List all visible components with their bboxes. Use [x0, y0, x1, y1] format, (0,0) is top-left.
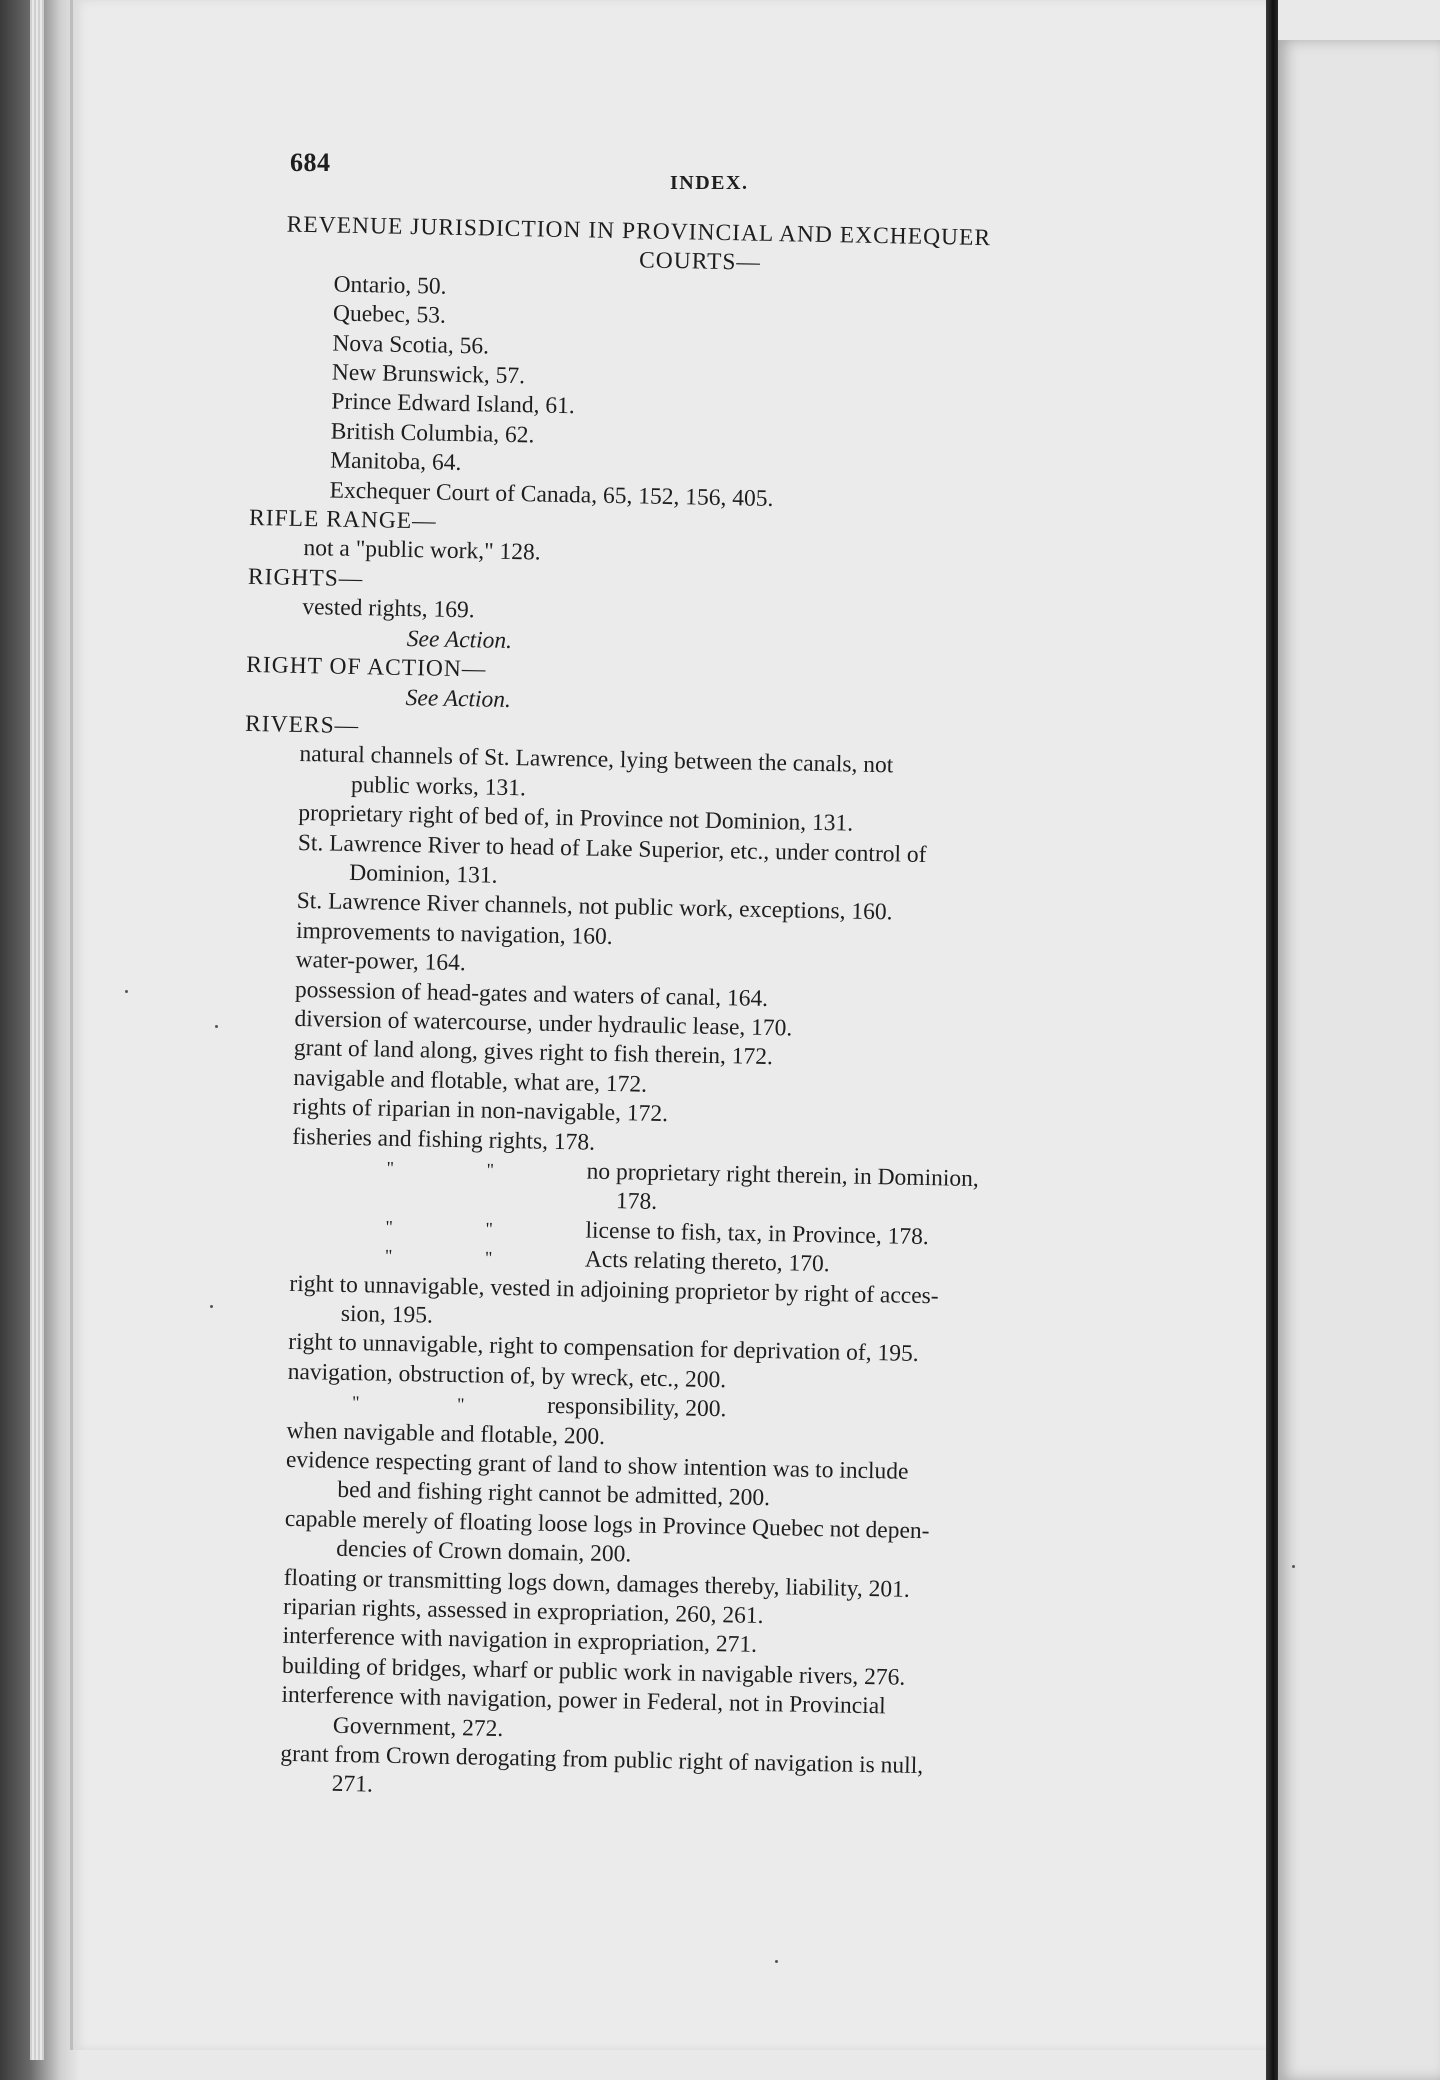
running-head: INDEX. [670, 172, 749, 194]
ditto-mark: " [351, 1392, 360, 1413]
index-entry: when navigable and flotable, 200. [286, 1417, 606, 1450]
index-entry: grant from Crown derogating from public right of navigation is null, 271. [225, 1739, 1126, 1815]
index-entry: interference with navigation, power in Federal, not in Provincial Government, 272. [226, 1680, 1127, 1756]
index-entry: fisheries and fishing rights, 178. [291, 1123, 596, 1156]
index-entry: rights of riparian in non-navigable, 172. [292, 1094, 669, 1128]
index-entry: St. Lawrence River to head of Lake Superior, etc., under control of Dominion, 131. [242, 827, 1143, 903]
index-entry-continuation: Dominion, 131. [349, 859, 498, 889]
index-body [225, 210, 1155, 1815]
index-heading: REVENUE JURISDICTION IN PROVINCIAL AND EXCHEQUER [286, 211, 992, 252]
index-entry-continuation: public works, 131. [350, 771, 527, 802]
index-entry: evidence respecting grant of land to show intention was to include bed and fishing right cannot be admitted, 200. [230, 1445, 1131, 1521]
index-entry-continuation: dencies of Crown domain, 200. [336, 1536, 632, 1568]
index-entry: vested rights, 169. [302, 594, 475, 624]
index-heading-continuation: COURTS— [638, 247, 762, 277]
index-entry: natural channels of St. Lawrence, lying between the canals, not public works, 131. [244, 739, 1145, 815]
ditto-mark: " [386, 1157, 395, 1178]
index-entry: Quebec, 53. [332, 300, 447, 329]
index-entry: right to unnavigable, right to compensation for deprivation of, 195. [288, 1329, 919, 1368]
book-gutter [1266, 0, 1278, 2080]
index-entry: Exchequer Court of Canada, 65, 152, 156, 405. [329, 477, 774, 512]
index-heading: RIGHT OF ACTION— [246, 652, 487, 683]
see-reference: See Action. [406, 625, 513, 654]
ditto-entry-text: no proprietary right therein, in Dominion, [586, 1158, 980, 1193]
index-entry: navigable and flotable, what are, 172. [293, 1064, 648, 1098]
index-entry: grant of land along, gives right to fish therein, 172. [293, 1035, 774, 1071]
index-entry: water-power, 164. [295, 947, 467, 977]
index-entry-continuation: Government, 272. [332, 1712, 504, 1742]
index-entry: Manitoba, 64. [329, 447, 462, 477]
dust-speck [210, 1305, 213, 1308]
index-entry: diversion of watercourse, under hydraulic lease, 170. [294, 1005, 793, 1042]
index-entry: possession of head-gates and waters of canal, 164. [294, 976, 769, 1012]
ditto-mark: " [384, 1245, 393, 1267]
dust-speck [1292, 1565, 1295, 1568]
ditto-mark: " [484, 1247, 493, 1268]
index-entry: interference with navigation in expropriation, 271. [282, 1623, 758, 1659]
index-entry: capable merely of floating loose logs in Province Quebec not depen- dencies of Crown domain, 200. [229, 1504, 1130, 1580]
index-entry-continuation: sion, 195. [340, 1300, 434, 1329]
index-entry-continuation: 271. [331, 1771, 374, 1799]
index-entry-continuation: bed and fishing right cannot be admitted, 200. [337, 1477, 771, 1512]
index-heading: RIFLE RANGE— [248, 505, 437, 535]
index-entry: proprietary right of bed of, in Province not Dominion, 131. [298, 800, 854, 837]
index-entry: New Brunswick, 57. [331, 359, 526, 390]
dust-speck [775, 1960, 778, 1963]
ditto-mark: " [456, 1394, 465, 1415]
ditto-entry-text: Acts relating thereto, 170. [584, 1246, 830, 1278]
index-entry: navigation, obstruction of, by wreck, etc., 200. [287, 1358, 727, 1394]
index-entry: riparian rights, assessed in expropriation, 260, 261. [282, 1593, 764, 1630]
page-number: 684 [290, 148, 331, 177]
ditto-mark: " [485, 1218, 494, 1239]
index-entry: floating or transmitting logs down, damages thereby, liability, 201. [283, 1564, 911, 1603]
index-entry-continuation: 178. [615, 1188, 658, 1216]
page-edge-stack [30, 0, 44, 2060]
index-entry: right to unnavigable, vested in adjoining proprietor by right of acces- sion, 195. [234, 1268, 1135, 1344]
ditto-mark: " [486, 1159, 495, 1180]
ditto-entry-text: license to fish, tax, in Province, 178. [585, 1217, 929, 1250]
index-entry: British Columbia, 62. [330, 418, 535, 449]
index-entry: Ontario, 50. [333, 271, 447, 300]
index-heading: RIGHTS— [247, 563, 364, 593]
index-heading: RIVERS— [244, 710, 360, 739]
facing-page-edge [1278, 40, 1440, 2080]
index-entry: Prince Edward Island, 61. [331, 388, 575, 420]
index-entry: improvements to navigation, 160. [295, 917, 613, 950]
ditto-mark: " [385, 1216, 394, 1237]
dust-speck [125, 990, 128, 993]
index-entry: Nova Scotia, 56. [332, 330, 490, 360]
ditto-entry-text: responsibility, 200. [546, 1393, 727, 1423]
see-reference: See Action. [405, 684, 512, 713]
dust-speck [215, 1025, 218, 1028]
index-entry: St. Lawrence River channels, not public work, exceptions, 160. [296, 888, 893, 926]
index-entry: not a "public work," 128. [303, 535, 541, 567]
index-entry: building of bridges, wharf or public work in navigable rivers, 276. [281, 1652, 906, 1691]
